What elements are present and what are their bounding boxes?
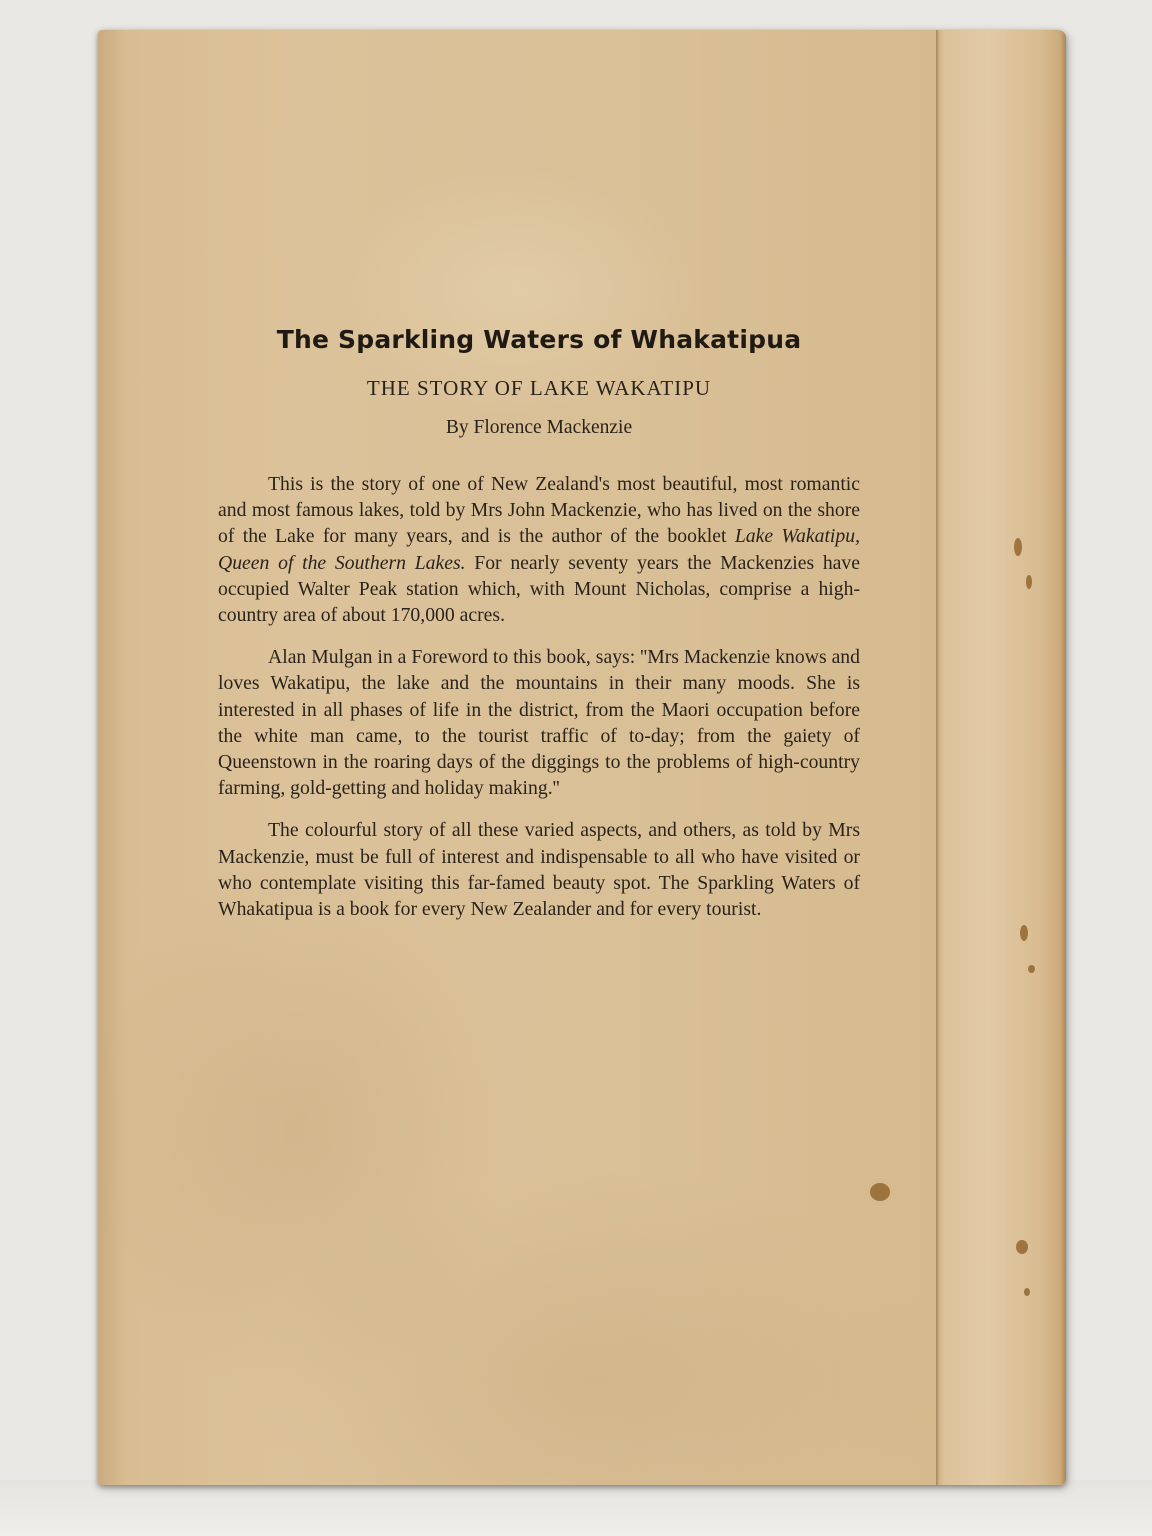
table-surface [0,1480,1152,1536]
foxing-spot [1016,1240,1028,1254]
paragraph-1-text-b: For nearly seventy years the Mackenzies have occupied Walter Peak station which, with Mount Nicholas, comprise a high-country area of about 170,000 acres. [218,551,860,627]
foxing-spot [1024,1288,1030,1296]
foxing-spot [1028,965,1035,973]
spine-edge [1060,30,1066,1485]
foxing-spot [1020,925,1028,941]
paragraph-1-text-a: This is the story of one of New Zealand's most beautiful, most romantic and most famous lakes, told by Mrs John Mackenzie, who has lived on the shore of the Lake for many years, and is the author of the booklet [218,473,860,548]
blurb-paragraph-1 [218,471,860,628]
foxing-spot [1014,538,1022,556]
blurb-text-block [218,325,860,922]
book-title: The Sparkling Waters of Whakatipua [276,325,802,354]
foxing-spot [1026,575,1032,589]
spine-crease [936,30,939,1485]
foxing-spot [870,1183,890,1201]
blurb-paragraph-3: The colourful story of all these varied aspects, and others, as told by Mrs Mackenzie, must be full of interest and indispensable to all who have visited or who contemplate visiting this far-famed beauty spot. The Sparkling Waters of Whakatipua is a book for every New Zealander and for every tourist. [218,819,860,921]
book-spine [936,30,1066,1485]
booklet-title: Lake Wakatipu, Queen of the Southern Lakes. [218,525,860,574]
author-byline: By Florence Mackenzie [445,417,633,438]
book-subtitle: THE STORY OF LAKE WAKATIPU [366,376,712,400]
blurb-paragraph-2: Alan Mulgan in a Foreword to this book, says: ''Mrs Mackenzie knows and loves Wakatipu, the lake and the mountains in their many moods. She is interested in all phases of life in the district, from the Maori occupation before the white man came, to the tourist traffic of to-day; from the gaiety of Queenstown in the roaring days of the diggings to the problems of high-country farming, gold-getting and holiday making.'' [218,646,860,800]
book-back-cover [98,30,1066,1485]
